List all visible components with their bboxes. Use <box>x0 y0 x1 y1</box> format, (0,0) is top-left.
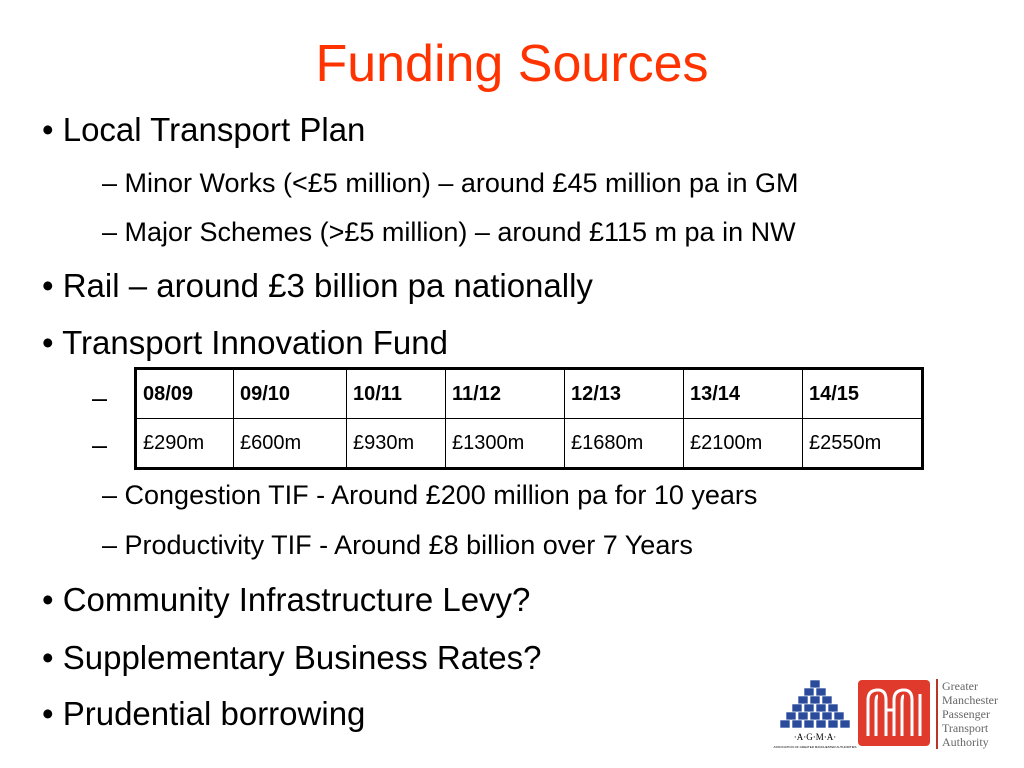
table-cell: 09/10 <box>234 369 347 419</box>
sub-bullet-minor-works: – Minor Works (<£5 million) – around £45 million pa in GM <box>102 168 799 198</box>
table-cell: 12/13 <box>565 369 684 419</box>
slide-title: Funding Sources <box>315 35 709 93</box>
gmpta-logo-mark <box>858 680 930 746</box>
sub-bullet-productivity-tif: – Productivity TIF - Around £8 billion over 7 Years <box>102 530 693 560</box>
table-cell: £290m <box>136 419 234 469</box>
table-row-amounts <box>136 419 923 469</box>
table-cell: 10/11 <box>347 369 446 419</box>
gmpta-wordmark <box>936 679 1024 749</box>
table-cell: £930m <box>347 419 446 469</box>
table-row-years <box>136 369 923 419</box>
table-cell: 11/12 <box>446 369 565 419</box>
bullet-community-infrastructure-levy: • Community Infrastructure Levy? <box>42 581 531 618</box>
agma-letters: ·A·G·M·A· <box>793 732 837 742</box>
sub-bullet-dash-2: – <box>92 430 108 460</box>
sub-bullet-congestion-tif: – Congestion TIF - Around £200 million pa for 10 years <box>102 480 758 510</box>
sub-bullet-major-schemes: – Major Schemes (>£5 million) – around £115 m pa in NW <box>102 217 796 247</box>
bullet-prudential-borrowing: • Prudential borrowing <box>42 695 366 732</box>
bullet-rail: • Rail – around £3 billion pa nationally <box>42 267 593 304</box>
sub-bullet-dash-1: – <box>92 383 108 413</box>
gmpta-line: Greater <box>942 679 978 693</box>
gmpta-line: Authority <box>942 735 989 749</box>
table-cell: £2550m <box>803 419 923 469</box>
table-cell: £600m <box>234 419 347 469</box>
agma-subtitle: ASSOCIATION OF GREATER MANCHESTER AUTHORITIES <box>773 745 857 749</box>
agma-logo <box>773 676 857 756</box>
table-cell: £1680m <box>565 419 684 469</box>
logo-area <box>773 676 1020 756</box>
table-cell: £1300m <box>446 419 565 469</box>
gmpta-line: Manchester <box>942 693 998 707</box>
bullet-local-transport-plan: • Local Transport Plan <box>42 111 366 148</box>
bullet-supplementary-business-rates: • Supplementary Business Rates? <box>42 639 542 676</box>
table-cell: 13/14 <box>684 369 803 419</box>
table-cell: 14/15 <box>803 369 923 419</box>
gmpta-line: Passenger <box>942 707 990 721</box>
bullet-transport-innovation-fund: • Transport Innovation Fund <box>42 324 448 361</box>
table-cell: 08/09 <box>136 369 234 419</box>
gmpta-line: Transport <box>942 721 989 735</box>
table-cell: £2100m <box>684 419 803 469</box>
tif-funding-table <box>134 367 924 470</box>
